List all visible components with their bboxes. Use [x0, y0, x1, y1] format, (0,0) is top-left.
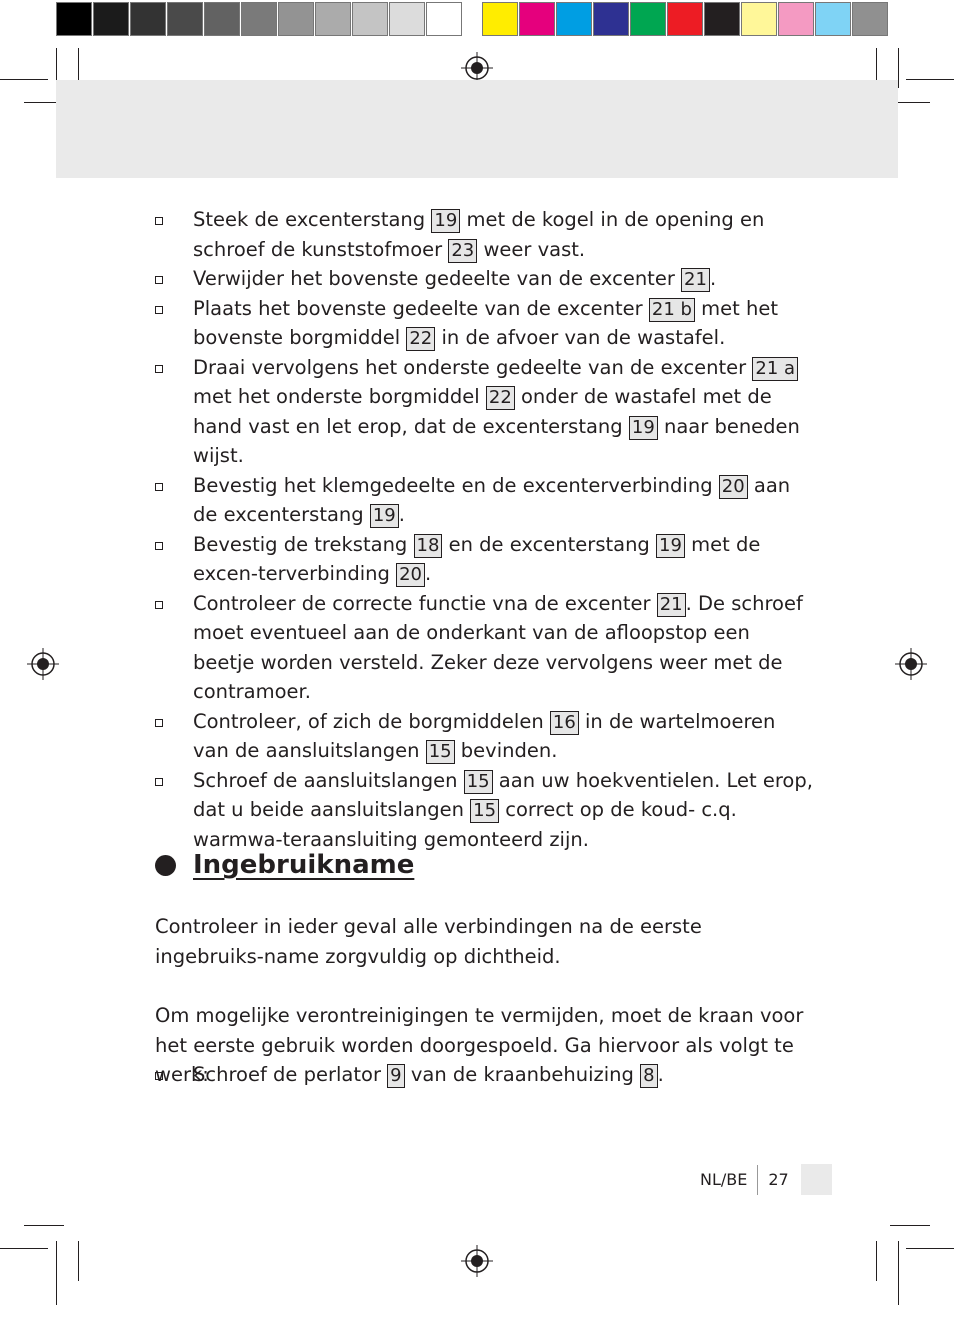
color-swatch	[352, 2, 388, 36]
checkbox-bullet-icon	[155, 483, 163, 491]
color-swatch	[630, 2, 666, 36]
color-swatch	[241, 2, 277, 36]
step-text: met het bovenste borgmiddel	[193, 296, 779, 349]
list-item	[155, 707, 815, 766]
color-swatch	[667, 2, 703, 36]
step-text: met het onderste borgmiddel	[193, 385, 486, 408]
step-text: .	[398, 503, 405, 526]
color-swatch	[519, 2, 555, 36]
bullet-icon	[155, 855, 176, 876]
section-title: Ingebruikname	[193, 850, 415, 880]
crop-mark	[890, 1225, 930, 1226]
steps-list	[155, 1060, 815, 1090]
part-number: 21	[681, 268, 710, 292]
color-swatch	[482, 2, 518, 36]
step-text: Bevestig de trekstang	[193, 532, 414, 556]
instruction-list	[155, 205, 815, 854]
step-text: bevinden.	[454, 739, 558, 762]
part-number: 15	[426, 740, 455, 764]
process-color-bar	[482, 2, 889, 38]
registration-mark-icon	[461, 1245, 493, 1277]
grayscale-color-bar	[56, 2, 463, 38]
step-text: onder de wastafel met de hand vast en let erop, dat de excenterstang	[193, 385, 772, 438]
crop-mark	[898, 1241, 899, 1305]
checkbox-bullet-icon	[155, 276, 163, 284]
checkbox-bullet-icon	[155, 778, 163, 786]
part-number: 9	[387, 1064, 404, 1088]
page-footer	[700, 1164, 832, 1195]
step-text: Bevestig het klemgedeelte en de excenterverbinding	[193, 473, 719, 497]
crop-mark	[56, 1241, 57, 1305]
color-swatch	[704, 2, 740, 36]
color-swatch	[167, 2, 203, 36]
crop-mark	[898, 48, 899, 88]
step-text: aan uw hoekventielen. Let erop, dat u beide aansluitslangen	[193, 768, 813, 821]
step-text: Controleer, of zich de borgmiddelen	[193, 709, 550, 733]
color-swatch	[778, 2, 814, 36]
part-number: 20	[719, 475, 748, 499]
part-number: 20	[396, 563, 425, 587]
page-number: 27	[768, 1170, 789, 1189]
step-text: Plaats het bovenste gedeelte van de excenter	[193, 296, 649, 320]
list-item	[155, 205, 815, 264]
part-number: 23	[448, 239, 477, 263]
list-item	[155, 766, 815, 855]
section-heading	[155, 850, 414, 880]
step-text: Steek de excenterstang	[193, 208, 432, 231]
checkbox-bullet-icon	[155, 601, 163, 609]
part-number: 15	[470, 799, 499, 823]
step-text: in de afvoer van de wastafel.	[435, 326, 726, 349]
part-number: 22	[486, 386, 515, 410]
paragraph: Om mogelijke verontreinigingen te vermijden, moet de kraan voor het eerste gebruik worden doorgespoeld. Ga hiervoor als volgt te werk:	[155, 1004, 804, 1086]
color-swatch	[315, 2, 351, 36]
color-swatch	[593, 2, 629, 36]
part-number: 18	[414, 534, 443, 558]
steps-list	[155, 205, 815, 854]
part-number: 22	[406, 327, 435, 351]
checkbox-bullet-icon	[155, 719, 163, 727]
color-swatch	[815, 2, 851, 36]
step-text: van de kraanbehuizing	[404, 1063, 641, 1086]
checkbox-bullet-icon	[155, 542, 163, 550]
color-swatch	[556, 2, 592, 36]
step-text: Draai vervolgens het onderste gedeelte van de excenter	[193, 355, 753, 379]
language-code: NL/BE	[700, 1170, 748, 1189]
registration-mark-icon	[895, 648, 927, 680]
crop-mark	[906, 79, 954, 80]
part-number: 21	[657, 593, 686, 617]
color-swatch	[426, 2, 462, 36]
list-item	[155, 353, 815, 471]
step-text: .	[657, 1063, 664, 1086]
color-swatch	[93, 2, 129, 36]
step-text: Controleer de correcte functie vna de excenter	[193, 591, 657, 615]
step-text: aan de excenterstang	[193, 473, 791, 526]
header-band	[56, 80, 898, 178]
checkbox-bullet-icon	[155, 217, 163, 225]
crop-mark	[906, 1248, 954, 1249]
color-swatch	[278, 2, 314, 36]
step-text: in de wartelmoeren van de aansluitslangen	[193, 709, 776, 762]
crop-mark	[0, 1248, 48, 1249]
list-item	[155, 1060, 815, 1090]
list-item	[155, 294, 815, 353]
part-number: 8	[640, 1064, 657, 1088]
list-item	[155, 471, 815, 530]
step-text: naar beneden wijst.	[193, 414, 800, 467]
step-text: Schroef de perlator	[193, 1063, 388, 1086]
step-text: .	[709, 267, 717, 290]
instruction-list	[155, 1060, 815, 1090]
step-text: met de kogel in de opening en schroef de kunststofmoer	[193, 208, 765, 261]
part-number: 21 b	[649, 298, 695, 322]
color-swatch	[741, 2, 777, 36]
color-swatch	[130, 2, 166, 36]
crop-mark	[0, 79, 48, 80]
color-swatch	[56, 2, 92, 36]
step-text: Schroef de aansluitslangen	[193, 768, 464, 792]
divider	[757, 1165, 758, 1195]
part-number: 21 a	[752, 357, 798, 381]
step-text: Verwijder het bovenste gedeelte van de excenter	[193, 267, 682, 290]
page-tab	[801, 1164, 832, 1195]
checkbox-bullet-icon	[155, 365, 163, 373]
color-swatch	[389, 2, 425, 36]
list-item	[155, 264, 815, 294]
step-text: correct op de koud- c.q. warmwa-teraansluiting gemonteerd zijn.	[193, 798, 737, 851]
checkbox-bullet-icon	[155, 1072, 163, 1080]
step-text: . De schroef moet eventueel aan de onderkant van de afloopstop een beetje worden versteld. Zeker deze vervolgens weer met de contramoer.	[193, 591, 803, 703]
part-number: 19	[431, 209, 460, 233]
part-number: 16	[550, 711, 579, 735]
paragraph: Controleer in ieder geval alle verbindingen na de eerste ingebruiks-name zorgvuldig op dichtheid.	[155, 915, 702, 968]
crop-mark	[78, 1241, 79, 1281]
step-text: weer vast.	[477, 237, 586, 261]
list-item	[155, 589, 815, 707]
part-number: 19	[370, 504, 399, 528]
part-number: 19	[656, 534, 685, 558]
part-number: 15	[464, 770, 493, 794]
step-text: en de excenterstang	[442, 532, 657, 556]
color-swatch	[852, 2, 888, 36]
part-number: 19	[629, 416, 658, 440]
checkbox-bullet-icon	[155, 306, 163, 314]
crop-mark	[24, 1225, 64, 1226]
crop-mark	[876, 1241, 877, 1281]
step-text: met de excen-terverbinding	[193, 532, 761, 585]
color-swatch	[204, 2, 240, 36]
registration-mark-icon	[27, 648, 59, 680]
list-item	[155, 530, 815, 589]
step-text: .	[424, 562, 432, 585]
